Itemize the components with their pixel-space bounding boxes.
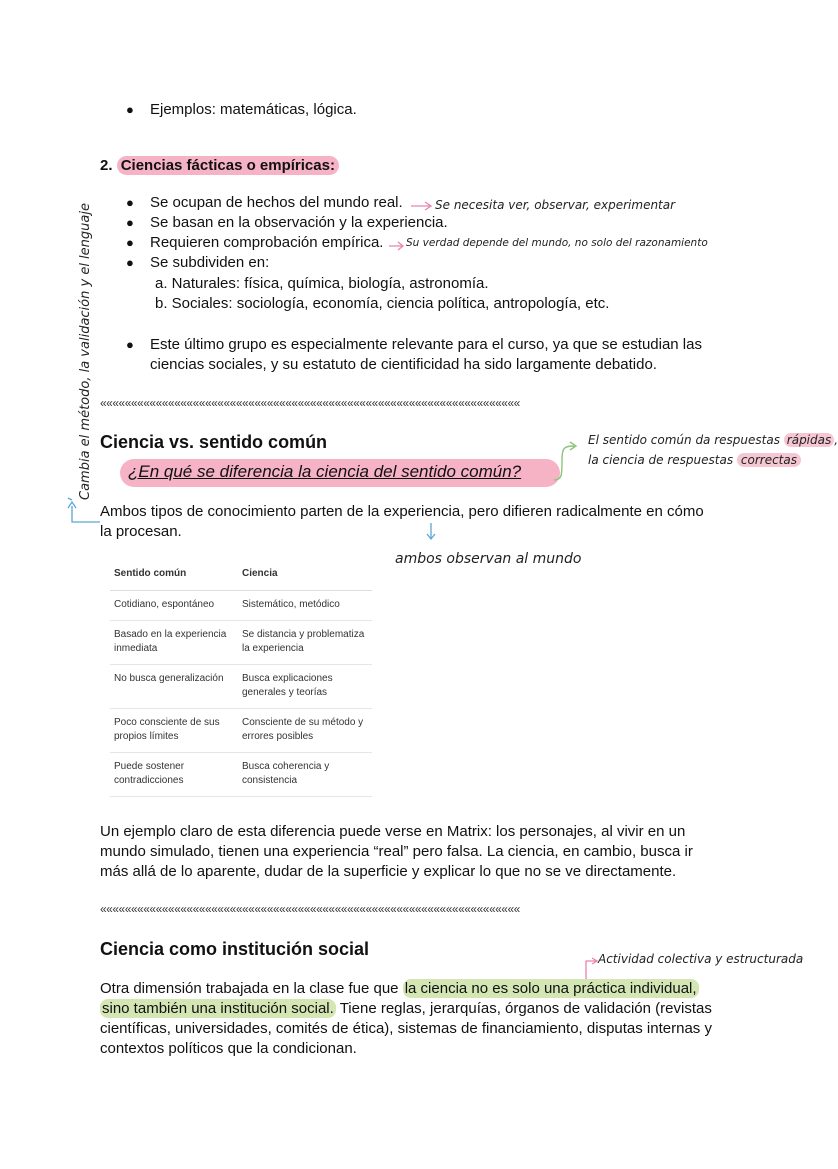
bullet-dot: ●	[126, 337, 134, 352]
matrix-paragraph-line1: Un ejemplo claro de esta diferencia puede verse en Matrix: los personajes, al vivir en un	[100, 823, 686, 840]
highlight-social-institution: sino también una institución social.	[102, 1000, 334, 1017]
highlight-individual-practice: la ciencia no es solo una práctica individual,	[404, 980, 697, 997]
bullet-relevance-line1: Este último grupo es especialmente relevante para el curso, ya que se estudian las	[150, 336, 702, 353]
section-2-title: Ciencias fácticas o empíricas:	[117, 156, 339, 175]
annotation-observe: Se necesita ver, observar, experimentar	[435, 198, 676, 212]
bullet-dot: ●	[126, 255, 134, 270]
section-4-line3: científicas, universidades, comités de ética), sistemas de financiamiento, disputas internas y	[100, 1020, 712, 1037]
table-row	[110, 665, 372, 709]
annotation-highlight-rapidas: rápidas	[784, 433, 834, 447]
section-4-title: Ciencia como institución social	[100, 939, 370, 959]
section-3-title: Ciencia vs. sentido común	[100, 432, 328, 452]
bullet-dot: ●	[126, 195, 134, 210]
blue-down-arrow-icon	[425, 522, 439, 547]
separator: ««««««««««««««««««««««««««««««««««««««««««««««««««««««««««««««««««««	[100, 396, 520, 410]
section-4-line4: contextos políticos que la condicionan.	[100, 1040, 357, 1057]
table-cell: Basado en la experiencia inmediata	[110, 621, 238, 665]
separator: ««««««««««««««««««««««««««««««««««««««««««««««««««««««««««««««««««««	[100, 902, 520, 916]
bullet-item: Se subdividen en:	[150, 254, 270, 271]
bullet-item: Se ocupan de hechos del mundo real.	[150, 194, 403, 211]
subitem-sociales: b. Sociales: sociología, economía, ciencia política, antropología, etc.	[155, 295, 610, 312]
annotation-both-observe: ambos observan al mundo	[395, 551, 582, 567]
bullet-relevance-line2: ciencias sociales, y su estatuto de cientificidad ha sido largamente debatido.	[150, 356, 657, 373]
table-row	[110, 709, 372, 753]
table-cell: Busca explicaciones generales y teorías	[238, 665, 372, 709]
section-3-paragraph-line2: la procesan.	[100, 523, 182, 540]
section-2-number: 2.	[100, 157, 113, 174]
table-cell: Sistemático, metódico	[238, 591, 372, 621]
annotation-highlight-correctas: correctas	[737, 453, 801, 467]
bullet-item: Se basan en la observación y la experiencia.	[150, 214, 448, 231]
table-header: Ciencia	[238, 560, 372, 591]
matrix-paragraph-line2: mundo simulado, tienen una experiencia “real” pero falsa. La ciencia, en cambio, busca ir	[100, 843, 693, 860]
bullet-dot: ●	[126, 215, 134, 230]
green-arrow-icon	[552, 440, 592, 487]
pink-arrow-icon	[410, 198, 434, 216]
section-3-question: ¿En qué se diferencia la ciencia del sentido común?	[128, 462, 522, 481]
table-cell: Puede sostener contradicciones	[110, 753, 238, 797]
teal-bracket-icon	[66, 500, 86, 520]
annotation-answers-line1: El sentido común da respuestas rápidas ,	[588, 433, 838, 447]
table-cell: Consciente de su método y errores posibles	[238, 709, 372, 753]
comparison-table	[110, 560, 372, 797]
table-row	[110, 621, 372, 665]
table-header-row	[110, 560, 372, 591]
annotation-answers-line2: la ciencia de respuestas correctas	[588, 453, 801, 467]
matrix-paragraph-line3: más allá de lo aparente, dudar de la superficie y explicar lo que no se ve directamente.	[100, 863, 677, 880]
bullet-examples: Ejemplos: matemáticas, lógica.	[150, 101, 357, 118]
table-row	[110, 753, 372, 797]
bullet-dot: ●	[126, 102, 134, 117]
table-row	[110, 591, 372, 621]
annotation-truth: Su verdad depende del mundo, no solo del razonamiento	[406, 237, 708, 249]
section-4-line2: sino también una institución social. Tiene reglas, jerarquías, órganos de validación (revistas	[102, 1000, 712, 1017]
annotation-collective: Actividad colectiva y estructurada	[598, 952, 804, 966]
bullet-dot: ●	[126, 235, 134, 250]
table-cell: Cotidiano, espontáneo	[110, 591, 238, 621]
bullet-item: Requieren comprobación empírica.	[150, 234, 384, 251]
table-header: Sentido común	[110, 560, 238, 591]
section-4-line1: Otra dimensión trabajada en la clase fue que la ciencia no es solo una práctica individual,	[100, 980, 697, 997]
table-cell: No busca generalización	[110, 665, 238, 709]
table-cell: Se distancia y problematiza la experiencia	[238, 621, 372, 665]
pink-arrow-icon	[388, 238, 406, 256]
subitem-naturales: a. Naturales: física, química, biología, astronomía.	[155, 275, 489, 292]
section-3-paragraph-line1: Ambos tipos de conocimiento parten de la experiencia, pero difieren radicalmente en cómo	[100, 503, 704, 520]
annotation-vertical: Cambia el método, la validación y el lenguaje	[78, 203, 93, 500]
section-2-heading	[100, 156, 339, 176]
table-cell: Poco consciente de sus propios límites	[110, 709, 238, 753]
table-cell: Busca coherencia y consistencia	[238, 753, 372, 797]
